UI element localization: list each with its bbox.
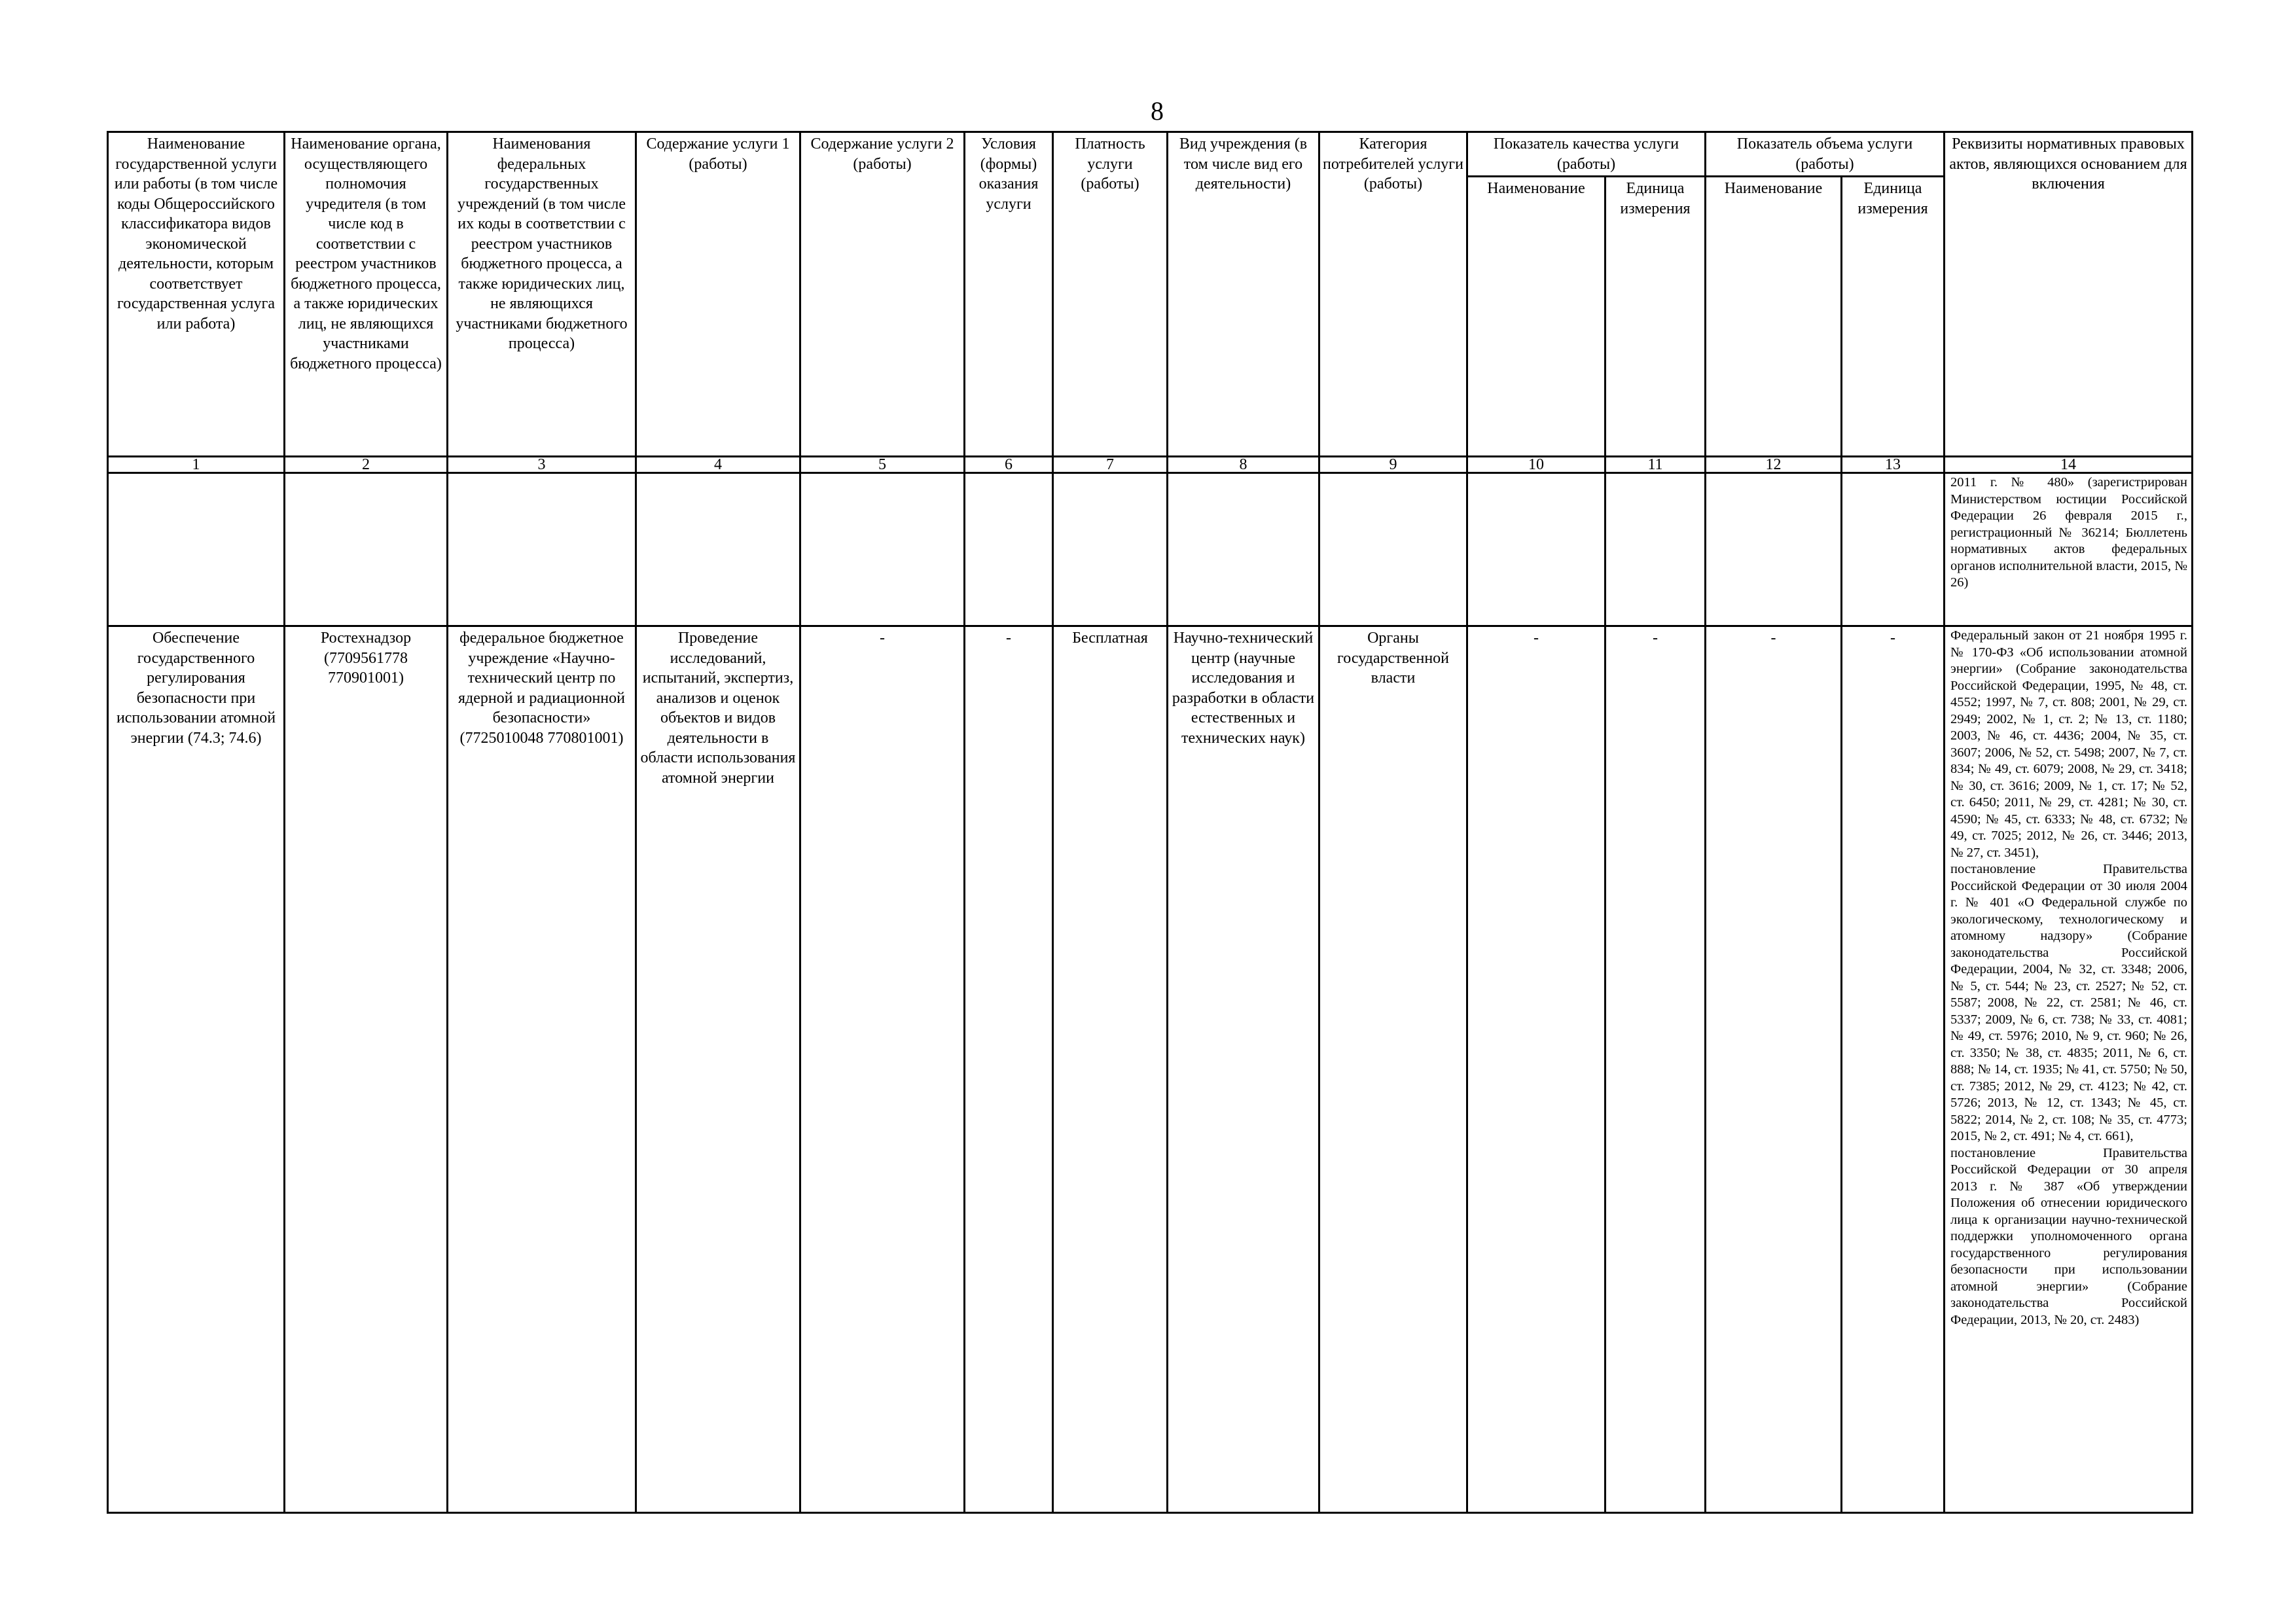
consumer-category-cell: Органы государственной власти: [1319, 626, 1467, 1513]
header-quality-name: Наименование: [1467, 177, 1605, 457]
legal-act-resolution-387: постановление Правительства Российской Федерации от 30 апреля 2013 г. № 387 «Об утверждении Положения об отнесении юридического лица к организации научно-технической поддержки уполномоченного органа государственного регулирования безопасности при использовании атомной энергии» (Собрание законодательства Российской Федерации, 2013, № 20, ст. 2483): [1950, 1145, 2188, 1327]
column-number: 3: [448, 457, 636, 473]
empty-cell: [636, 473, 800, 626]
header-quality-indicator: Показатель качества услуги (работы): [1467, 132, 1706, 177]
empty-cell: [1467, 473, 1605, 626]
legal-acts-continuation: 2011 г. № 480» (зарегистрирован Министерством юстиции Российской Федерации 26 февраля 2015 г., регистрационный № 36214; Бюллетень нормативных актов федеральных органов исполнительной власти, 2015, № 26): [1945, 473, 2193, 626]
column-number: 8: [1168, 457, 1319, 473]
header-legal-acts: Реквизиты нормативных правовых актов, являющихся основанием для включения: [1945, 132, 2193, 457]
conditions-cell: -: [965, 626, 1053, 1513]
header-volume-name: Наименование: [1706, 177, 1842, 457]
founder-body-cell: Ростехнадзор (7709561778 770901001): [285, 626, 448, 1513]
page-number: 8: [1151, 96, 1164, 126]
quality-unit-cell: -: [1605, 626, 1706, 1513]
column-number: 7: [1053, 457, 1168, 473]
legal-act-resolution-401: постановление Правительства Российской Федерации от 30 июля 2004 г. № 401 «О Федеральной службе по экологическому, технологическому и атомному надзору» (Собрание законодательства Российской Федерации, 2004, № 32, ст. 3348; 2006, № 5, ст. 544; № 23, ст. 2527; № 52, ст. 5587; 2008, № 22, ст. 2581; № 46, ст. 5337; 2009, № 6, ст. 738; № 33, ст. 4081; № 49, ст. 5976; 2010, № 9, ст. 960; № 26, ст. 3350; № 38, ст. 4835; 2011, № 6, ст. 888; № 14, ст. 1935; № 41, ст. 5750; № 50, ст. 7385; 2012, № 29, ст. 4123; № 42, ст. 5726; 2013, № 12, ст. 1343; № 45, ст. 5822; 2014, № 2, ст. 108; № 35, ст. 4773; 2015, № 2, ст. 491; № 4, ст. 661),: [1950, 862, 2188, 1143]
header-conditions: Условия (формы) оказания услуги: [965, 132, 1053, 457]
header-institution-type: Вид учреждения (в том числе вид его деятельности): [1168, 132, 1319, 457]
header-payment: Платность услуги (работы): [1053, 132, 1168, 457]
legal-act-federal-law: Федеральный закон от 21 ноября 1995 г. № 170-ФЗ «Об использовании атомной энергии» (Собрание законодательства Российской Федерации, 1995, № 48, ст. 4552; 1997, № 7, ст. 808; 2001, № 29, ст. 2949; 2002, № 1, ст. 2; № 13, ст. 1180; 2003, № 46, ст. 4436; 2004, № 35, ст. 3607; 2006, № 52, ст. 5498; 2007, № 7, ст. 834; № 49, ст. 6079; 2008, № 29, ст. 3418; № 30, ст. 3616; 2009, № 1, ст. 17; № 52, ст. 6450; 2011, № 29, ст. 4281; № 30, ст. 4590; № 45, ст. 6333; № 48, ст. 6732; № 49, ст. 7025; 2012, № 26, ст. 3446; 2013, № 27, ст. 3451),: [1950, 628, 2188, 860]
empty-cell: [285, 473, 448, 626]
continuation-row: [108, 473, 2193, 626]
empty-cell: [1842, 473, 1945, 626]
header-quality-unit: Единица измерения: [1605, 177, 1706, 457]
column-number: 9: [1319, 457, 1467, 473]
volume-name-cell: -: [1706, 626, 1842, 1513]
content-2-cell: -: [800, 626, 965, 1513]
quality-name-cell: -: [1467, 626, 1605, 1513]
institution-type-cell: Научно-технический центр (научные исследования и разработки в области естественных и технических наук): [1168, 626, 1319, 1513]
empty-cell: [1605, 473, 1706, 626]
header-content-2: Содержание услуги 2 (работы): [800, 132, 965, 457]
column-number: 11: [1605, 457, 1706, 473]
empty-cell: [1053, 473, 1168, 626]
header-consumer-category: Категория потребителей услуги (работы): [1319, 132, 1467, 457]
volume-unit-cell: -: [1842, 626, 1945, 1513]
header-volume-unit: Единица измерения: [1842, 177, 1945, 457]
column-number: 12: [1706, 457, 1842, 473]
empty-cell: [108, 473, 285, 626]
header-service-name: Наименование государственной услуги или работы (в том числе коды Общероссийского классификатора видов экономической деятельности, которым соответствует государственная услуга или работа): [108, 132, 285, 457]
column-number: 10: [1467, 457, 1605, 473]
header-row: [108, 132, 2193, 177]
empty-cell: [448, 473, 636, 626]
table-row: [108, 626, 2193, 1513]
payment-cell: Бесплатная: [1053, 626, 1168, 1513]
column-number: 2: [285, 457, 448, 473]
empty-cell: [965, 473, 1053, 626]
empty-cell: [1168, 473, 1319, 626]
legal-acts-cell: [1945, 626, 2193, 1513]
institution-cell: федеральное бюджетное учреждение «Научно-технический центр по ядерной и радиационной безопасности» (7725010048 770801001): [448, 626, 636, 1513]
column-number: 4: [636, 457, 800, 473]
header-institutions: Наименования федеральных государственных учреждений (в том числе их коды в соответствии с реестром участников бюджетного процесса, а также юридических лиц, не являющихся участниками бюджетного процесса): [448, 132, 636, 457]
column-number-row: [108, 457, 2193, 473]
column-number: 13: [1842, 457, 1945, 473]
content-1-cell: Проведение исследований, испытаний, экспертиз, анализов и оценок объектов и видов деятельности в области использования атомной энергии: [636, 626, 800, 1513]
header-volume-indicator: Показатель объема услуги (работы): [1706, 132, 1945, 177]
column-number: 1: [108, 457, 285, 473]
empty-cell: [1706, 473, 1842, 626]
empty-cell: [800, 473, 965, 626]
column-number: 6: [965, 457, 1053, 473]
services-table: [107, 131, 2193, 1514]
column-number: 5: [800, 457, 965, 473]
empty-cell: [1319, 473, 1467, 626]
header-content-1: Содержание услуги 1 (работы): [636, 132, 800, 457]
header-founder-body: Наименование органа, осуществляющего полномочия учредителя (в том числе код в соответствии с реестром участников бюджетного процесса, а также юридических лиц, не являющихся участниками бюджетного процесса): [285, 132, 448, 457]
column-number: 14: [1945, 457, 2193, 473]
service-name-cell: Обеспечение государственного регулирования безопасности при использовании атомной энергии (74.3; 74.6): [108, 626, 285, 1513]
